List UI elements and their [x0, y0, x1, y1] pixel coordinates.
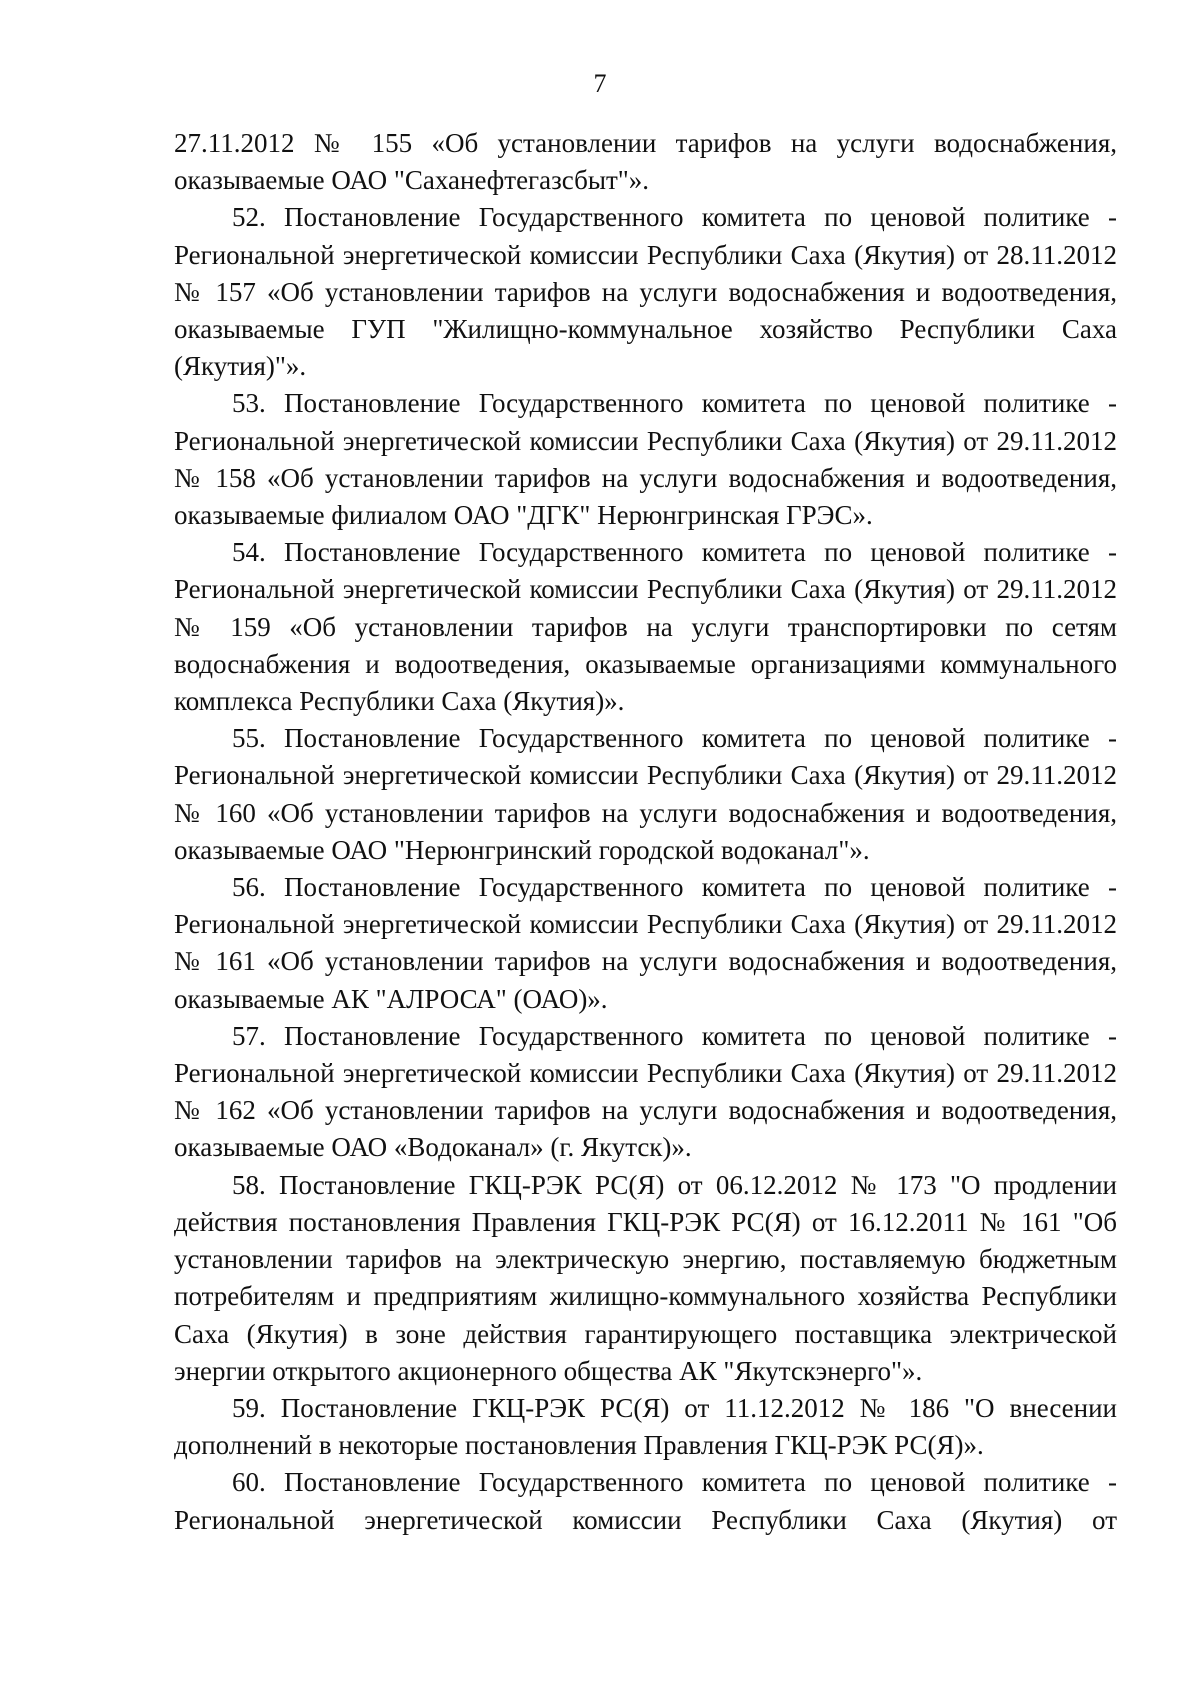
- page-number: 7: [593, 69, 607, 98]
- paragraph-item-51-continuation: 27.11.2012 № 155 «Об установлении тарифов на услуги водоснабжения, оказываемые ОАО "Саханефтегазсбыт"».: [174, 128, 1117, 196]
- paragraph-item-58: 58. Постановление ГКЦ-РЭК РС(Я) от 06.12.2012 № 173 "О продлении действия постановления Правления ГКЦ-РЭК РС(Я) от 16.12.2011 № 161 "Об установлении тарифов на электрическую энергию, поставляемую бюджетным потребителям и предприятиям жилищно-коммунального хозяйства Республики Саха (Якутия) в зоне действия гарантирующего поставщика электрической энергии открытого акционерного общества АК "Якутскэнерго"».: [174, 1169, 1117, 1386]
- document-body: [174, 125, 1117, 1539]
- paragraph-item-55: 55. Постановление Государственного комитета по ценовой политике - Региональной энергетической комиссии Республики Саха (Якутия) от 29.11.2012 № 160 «Об установлении тарифов на услуги водоснабжения и водоотведения, оказываемые ОАО "Нерюнгринский городской водоканал"».: [174, 723, 1117, 865]
- paragraph-item-56: 56. Постановление Государственного комитета по ценовой политике - Региональной энергетической комиссии Республики Саха (Якутия) от 29.11.2012 № 161 «Об установлении тарифов на услуги водоснабжения и водоотведения, оказываемые АК "АЛРОСА" (ОАО)».: [174, 872, 1117, 1014]
- paragraph-item-60: 60. Постановление Государственного комитета по ценовой политике - Региональной энергетической комиссии Республики Саха (Якутия) от: [174, 1467, 1117, 1535]
- paragraph-item-53: 53. Постановление Государственного комитета по ценовой политике - Региональной энергетической комиссии Республики Саха (Якутия) от 29.11.2012 № 158 «Об установлении тарифов на услуги водоснабжения и водоотведения, оказываемые филиалом ОАО "ДГК" Нерюнгринская ГРЭС».: [174, 388, 1117, 531]
- paragraph-item-57: 57. Постановление Государственного комитета по ценовой политике - Региональной энергетической комиссии Республики Саха (Якутия) от 29.11.2012 № 162 «Об установлении тарифов на услуги водоснабжения и водоотведения, оказываемые ОАО «Водоканал» (г. Якутск)».: [174, 1020, 1117, 1163]
- paragraph-item-54: 54. Постановление Государственного комитета по ценовой политике - Региональной энергетической комиссии Республики Саха (Якутия) от 29.11.2012 № 159 «Об установлении тарифов на услуги транспортировки по сетям водоснабжения и водоотведения, оказываемые организациями коммунального комплекса Республики Саха (Якутия)».: [174, 537, 1117, 717]
- paragraph-item-59: 59. Постановление ГКЦ-РЭК РС(Я) от 11.12.2012 № 186 "О внесении дополнений в некоторые постановления Правления ГКЦ-РЭК РС(Я)».: [174, 1392, 1117, 1461]
- paragraph-item-52: 52. Постановление Государственного комитета по ценовой политике - Региональной энергетической комиссии Республики Саха (Якутия) от 28.11.2012 № 157 «Об установлении тарифов на услуги водоснабжения и водоотведения, оказываемые ГУП "Жилищно-коммунальное хозяйство Республики Саха (Якутия)"».: [174, 202, 1117, 382]
